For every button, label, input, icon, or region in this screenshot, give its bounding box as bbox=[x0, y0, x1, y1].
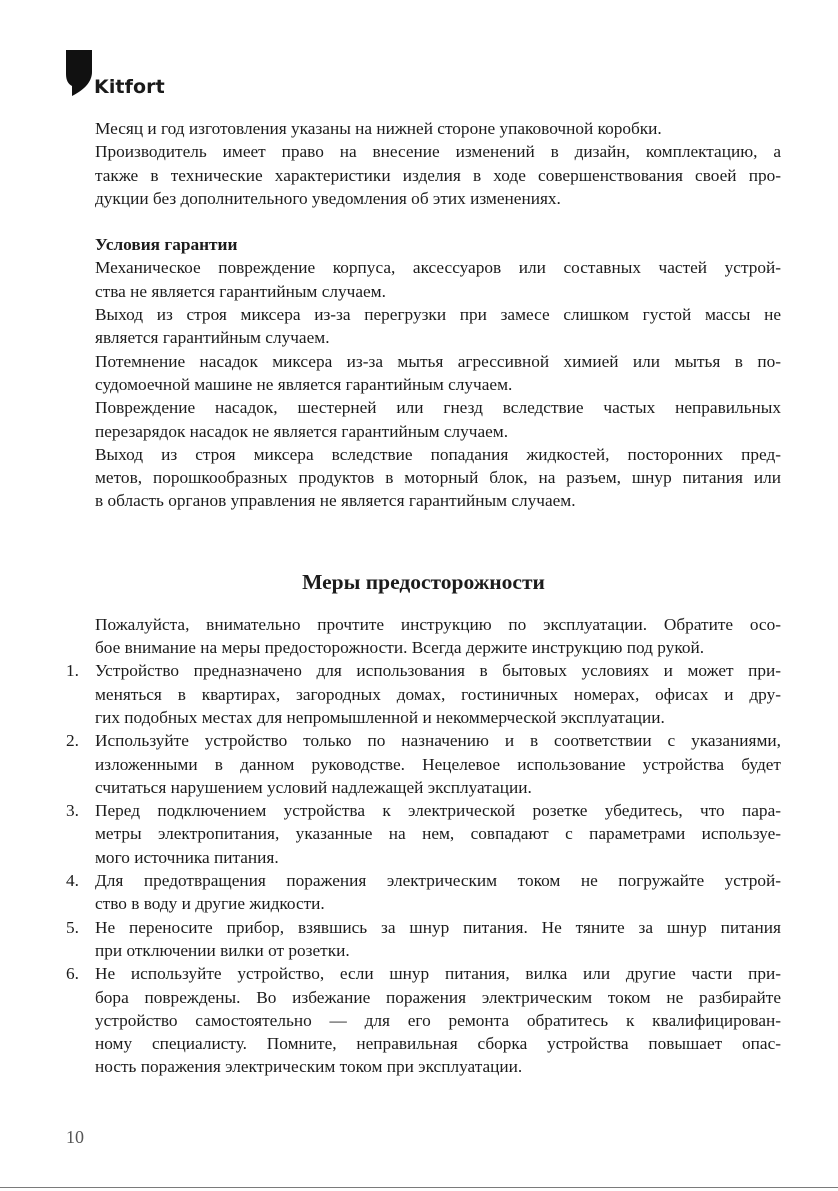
text-line: метов, порошкообразных продуктов в моторный блок, на разъем, шнур питания или bbox=[95, 468, 781, 488]
page-content bbox=[66, 117, 781, 1079]
text-line: дукции без дополнительного уведомления об этих изменениях. bbox=[95, 188, 561, 208]
text-line: Выход из строя миксера из-за перегрузки при замесе слишком густой массы не bbox=[95, 305, 781, 325]
item-number: 6. bbox=[66, 964, 79, 984]
item-text-line: бора повреждены. Во избежание поражения электрическим током не разбирайте bbox=[95, 987, 781, 1007]
text-line: Пожалуйста, внимательно прочтите инструкцию по эксплуатации. Обратите осо- bbox=[95, 614, 781, 634]
text-line: судомоечной машине не является гарантийным случаем. bbox=[95, 374, 513, 394]
warranty-section bbox=[66, 256, 781, 512]
item-text-line: ному специалисту. Помните, неправильная сборка устройства повышает опас- bbox=[95, 1034, 781, 1054]
kitfort-logo bbox=[66, 50, 165, 96]
item-text-line: Не переносите прибор, взявшись за шнур питания. Не тяните за шнур питания bbox=[95, 917, 781, 937]
item-text-line: ность поражения электрическим током при эксплуатации. bbox=[95, 1057, 523, 1077]
item-text-line: устройство самостоятельно — для его ремонта обратитесь к квалифицирован- bbox=[95, 1010, 781, 1030]
warranty-paragraph bbox=[66, 303, 781, 350]
item-text-line: считаться нарушением условий надлежащей эксплуатации. bbox=[95, 777, 532, 797]
warranty-paragraph bbox=[66, 256, 781, 303]
page-number: 10 bbox=[66, 1127, 84, 1147]
item-text-line: меняться в квартирах, загородных домах, гостиничных номерах, офисах и дру- bbox=[95, 684, 781, 704]
text-line: в область органов управления не является гарантийным случаем. bbox=[95, 491, 576, 511]
item-text-line: при отключении вилки от розетки. bbox=[95, 940, 350, 960]
item-text-line: Используйте устройство только по назначению и в соответствии с указаниями, bbox=[95, 731, 781, 751]
item-text-line: Устройство предназначено для использования в бытовых условиях и может при- bbox=[95, 661, 781, 681]
intro-paragraph bbox=[66, 117, 781, 140]
logo-wordmark: Kitfort bbox=[94, 76, 165, 98]
item-number: 1. bbox=[66, 661, 79, 681]
text-line: бое внимание на меры предосторожности. Всегда держите инструкцию под рукой. bbox=[95, 638, 705, 658]
precaution-item bbox=[66, 729, 781, 799]
item-text-line: ство в воду и другие жидкости. bbox=[95, 894, 325, 914]
precaution-item bbox=[66, 659, 781, 729]
item-text-line: метры электропитания, указанные на нем, совпадают с параметрами используе- bbox=[95, 824, 781, 844]
text-line: Повреждение насадок, шестерней или гнезд вследствие частых неправильных bbox=[95, 398, 781, 418]
precautions-list bbox=[66, 659, 781, 1078]
item-text-line: Не используйте устройство, если шнур питания, вилка или другие части при- bbox=[95, 964, 781, 984]
precaution-item bbox=[66, 869, 781, 916]
intro-paragraph bbox=[66, 140, 781, 210]
item-text-line: Перед подключением устройства к электрической розетке убедитесь, что пара- bbox=[95, 801, 781, 821]
warranty-heading: Условия гарантии bbox=[95, 235, 238, 255]
precaution-item bbox=[66, 962, 781, 1078]
warranty-paragraph bbox=[66, 396, 781, 443]
intro-section bbox=[66, 117, 781, 210]
precaution-item bbox=[66, 799, 781, 869]
item-number: 5. bbox=[66, 917, 79, 937]
text-line: ства не является гарантийным случаем. bbox=[95, 281, 386, 301]
page-bottom-rule bbox=[0, 1187, 838, 1188]
warranty-paragraph bbox=[66, 350, 781, 397]
text-line: Производитель имеет право на внесение изменений в дизайн, комплектацию, а bbox=[95, 142, 781, 162]
item-number: 2. bbox=[66, 731, 79, 751]
text-line: также в технические характеристики изделия в ходе совершенствования своей про- bbox=[95, 165, 781, 185]
item-number: 3. bbox=[66, 801, 79, 821]
item-text-line: мого источника питания. bbox=[95, 847, 279, 867]
precautions-intro bbox=[66, 613, 781, 660]
text-line: Потемнение насадок миксера из-за мытья агрессивной химией или мытья в по- bbox=[95, 351, 781, 371]
text-line: Месяц и год изготовления указаны на нижней стороне упаковочной коробки. bbox=[95, 119, 662, 138]
item-text-line: гих подобных местах для непромышленной и некоммерческой эксплуатации. bbox=[95, 707, 665, 727]
item-text-line: изложенными в данном руководстве. Нецелевое использование устройства будет bbox=[95, 754, 781, 774]
kitfort-logo-mark-icon bbox=[66, 50, 92, 96]
item-number: 4. bbox=[66, 871, 79, 891]
precautions-title: Меры предосторожности bbox=[302, 569, 545, 594]
text-line: Механическое повреждение корпуса, аксессуаров или составных частей устрой- bbox=[95, 258, 781, 278]
text-line: Выход из строя миксера вследствие попадания жидкостей, посторонних пред- bbox=[95, 444, 781, 464]
precautions-intro-paragraph bbox=[66, 613, 781, 660]
warranty-paragraph bbox=[66, 443, 781, 513]
text-line: перезарядок насадок не является гарантийным случаем. bbox=[95, 421, 509, 441]
item-text-line: Для предотвращения поражения электрическим током не погружайте устрой- bbox=[95, 871, 781, 891]
text-line: является гарантийным случаем. bbox=[95, 328, 330, 348]
precaution-item bbox=[66, 916, 781, 963]
